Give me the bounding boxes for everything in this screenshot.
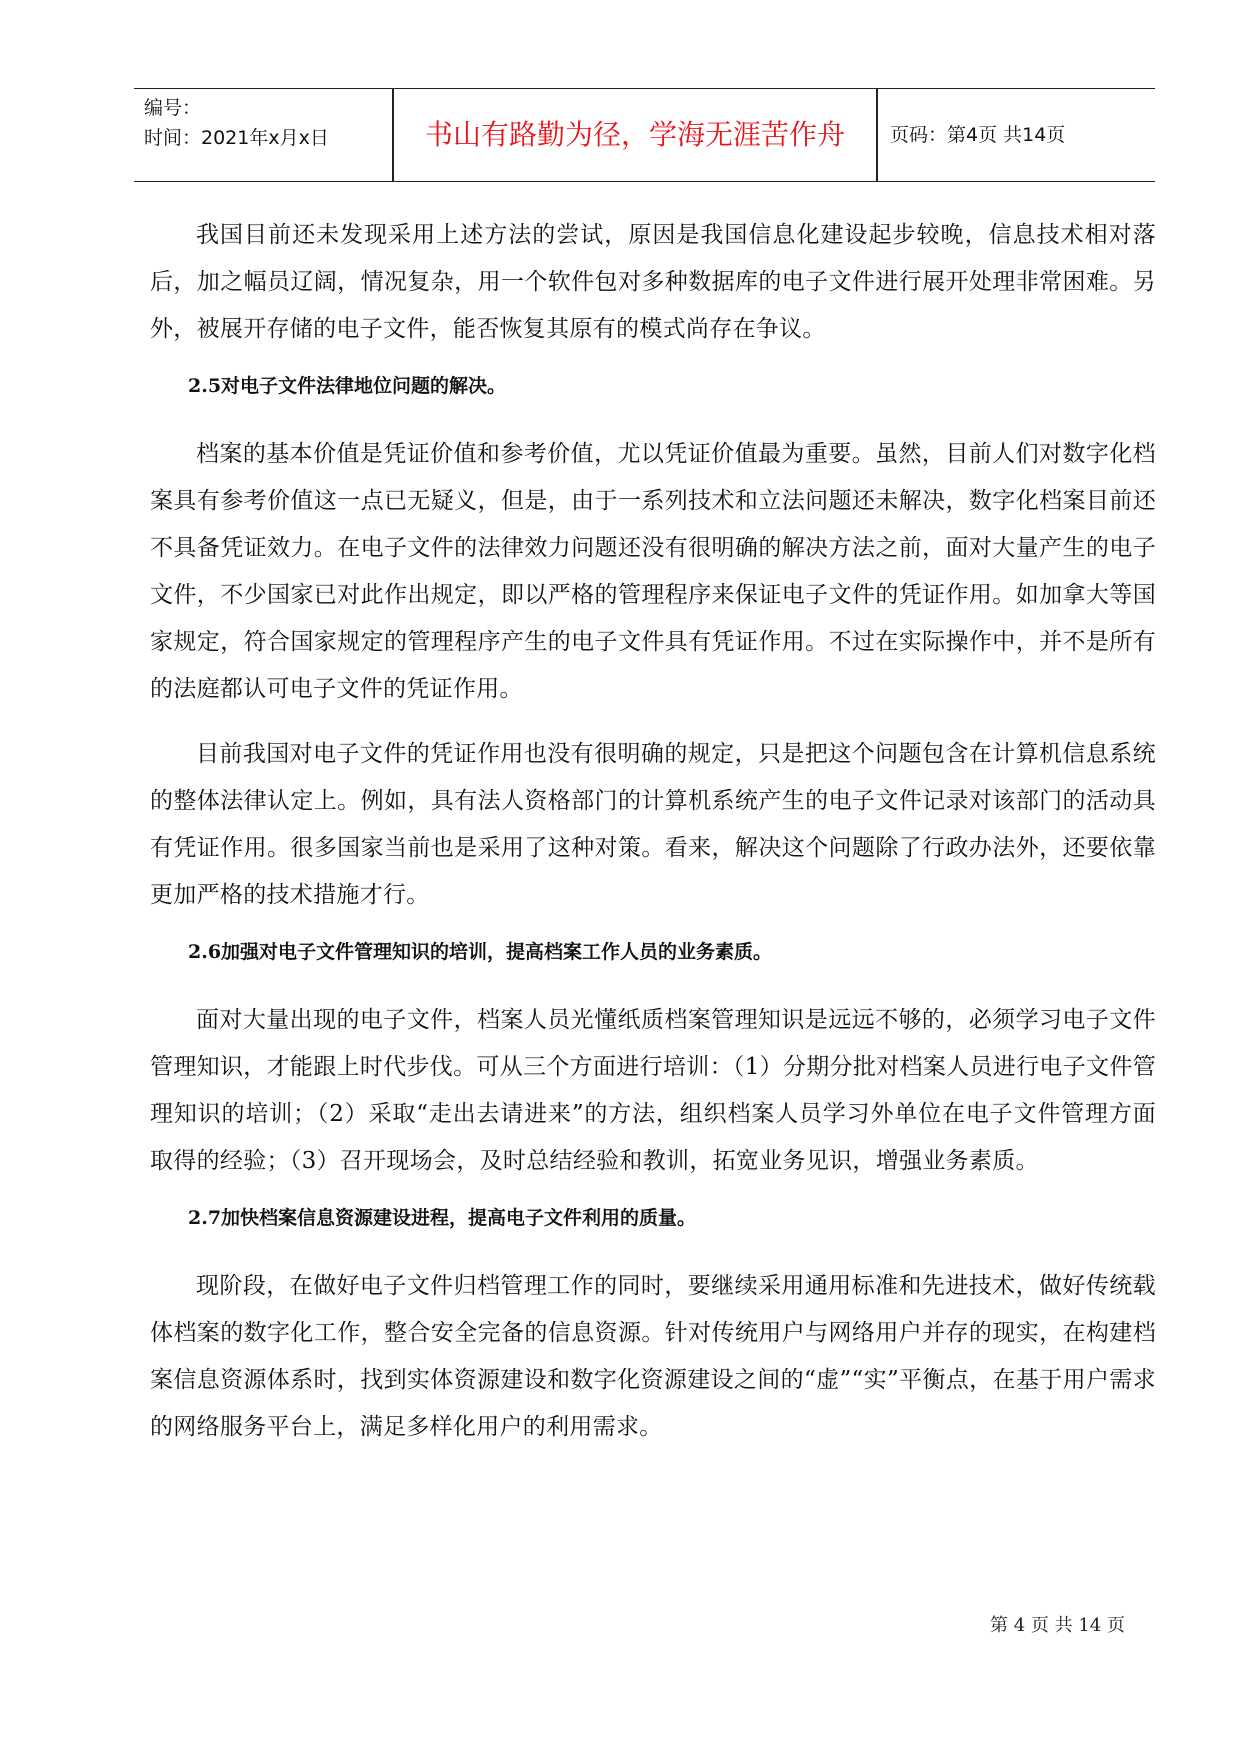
page-header [134,88,1155,182]
section-heading-2-7: 2.7加快档案信息资源建设进程，提高电子文件利用的质量。 [188,1207,697,1229]
header-divider [876,89,878,181]
body-paragraph: 现阶段，在做好电子文件归档管理工作的同时，要继续采用通用标准和先进技术，做好传统载体档案的数字化工作，整合安全完备的信息资源。针对传统用户与网络用户并存的现实，在构建档案信息资源体系时，找到实体资源建设和数字化资源建设之间的“虚”“实”平衡点，在基于用户需求的网络服务平台上，满足多样化用户的利用需求。 [150,1273,1156,1440]
body-paragraph: 目前我国对电子文件的凭证作用也没有很明确的规定，只是把这个问题包含在计算机信息系统的整体法律认定上。例如，具有法人资格部门的计算机系统产生的电子文件记录对该部门的活动具有凭证作用。很多国家当前也是采用了这种对策。看来，解决这个问题除了行政办法外，还要依靠更加严格的技术措施才行。 [150,741,1156,908]
body-paragraph: 我国目前还未发现采用上述方法的尝试，原因是我国信息化建设起步较晚，信息技术相对落后，加之幅员辽阔，情况复杂，用一个软件包对多种数据库的电子文件进行展开处理非常困难。另外，被展开存储的电子文件，能否恢复其原有的模式尚存在争议。 [150,222,1156,342]
header-meta [144,93,329,153]
document-body [150,212,1156,1469]
body-paragraph: 档案的基本价值是凭证价值和参考价值，尤以凭证价值最为重要。虽然，目前人们对数字化档案具有参考价值这一点已无疑义，但是，由于一系列技术和立法问题还未解决，数字化档案目前还不具备凭证效力。在电子文件的法律效力问题还没有很明确的解决方法之前，面对大量产生的电子文件，不少国家已对此作出规定，即以严格的管理程序来保证电子文件的凭证作用。如加拿大等国家规定，符合国家规定的管理程序产生的电子文件具有凭证作用。不过在实际操作中，并不是所有的法庭都认可电子文件的凭证作用。 [150,441,1156,702]
page-footer: 第 4 页 共 14 页 [990,1615,1125,1636]
body-paragraph: 面对大量出现的电子文件，档案人员光懂纸质档案管理知识是远远不够的，必须学习电子文件管理知识，才能跟上时代步伐。可从三个方面进行培训：（1）分期分批对档案人员进行电子文件管理知识的培训；（2）采取“走出去请进来”的方法，组织档案人员学习外单位在电子文件管理方面取得的经验；（3）召开现场会，及时总结经验和教训，拓宽业务见识，增强业务素质。 [150,1007,1156,1174]
section-heading-2-5: 2.5对电子文件法律地位问题的解决。 [188,375,507,397]
header-page-code: 页码：第4页 共14页 [890,124,1066,146]
header-motto: 书山有路勤为径，学海无涯苦作舟 [424,118,845,151]
serial-number-label: 编号： [144,97,202,119]
time-label: 时间：2021年x月x日 [144,127,329,149]
section-heading-2-6: 2.6加强对电子文件管理知识的培训，提高档案工作人员的业务素质。 [188,941,773,963]
